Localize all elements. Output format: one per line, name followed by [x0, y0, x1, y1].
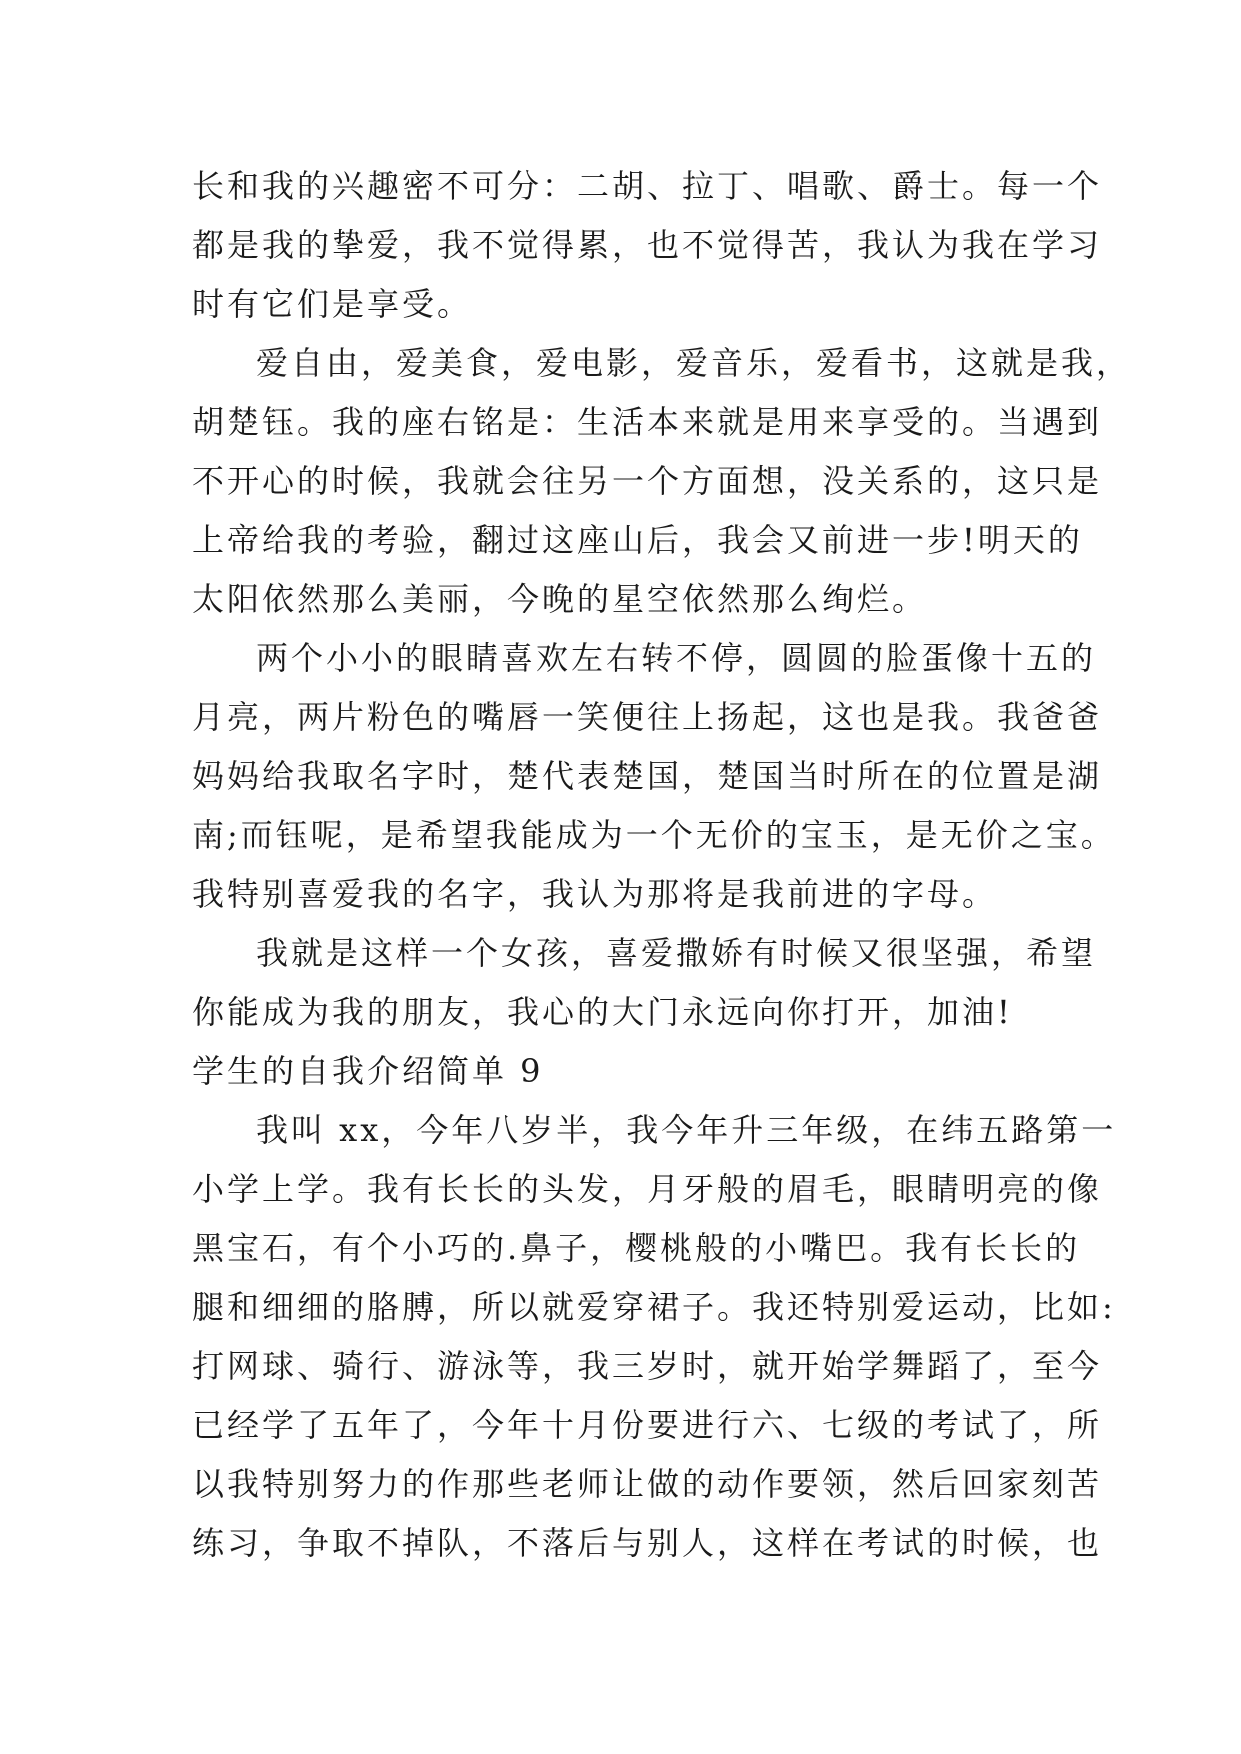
text-line: 爱自由，爱美食，爱电影，爱音乐，爱看书，这就是我， — [256, 344, 1132, 382]
text-line: 练习，争取不掉队，不落后与别人，这样在考试的时候，也 — [192, 1524, 1103, 1562]
text-line: 腿和细细的胳膊，所以就爱穿裙子。我还特别爱运动，比如: — [192, 1288, 1116, 1326]
paragraph — [192, 629, 1116, 924]
text-line: 我叫 xx，今年八岁半，我今年升三年级，在纬五路第一 — [256, 1111, 1117, 1149]
text-line: 上帝给我的考验，翻过这座山后，我会又前进一步!明天的 — [192, 521, 1083, 559]
text-line: 打网球、骑行、游泳等，我三岁时，就开始学舞蹈了，至今 — [192, 1347, 1103, 1385]
text-line: 长和我的兴趣密不可分：二胡、拉丁、唱歌、爵士。每一个 — [192, 167, 1103, 205]
paragraph — [192, 1101, 1117, 1573]
text-line: 都是我的挚爱，我不觉得累，也不觉得苦，我认为我在学习 — [192, 226, 1103, 264]
paragraph — [192, 334, 1132, 629]
paragraph — [192, 924, 1097, 1042]
text-line: 我特别喜爱我的名字，我认为那将是我前进的字母。 — [192, 875, 998, 913]
text-line: 时有它们是享受。 — [192, 285, 473, 323]
text-line: 黑宝石，有个小巧的.鼻子，樱桃般的小嘴巴。我有长长的 — [192, 1229, 1081, 1267]
text-line: 我就是这样一个女孩，喜爱撒娇有时候又很坚强，希望 — [256, 934, 1097, 972]
text-line: 小学上学。我有长长的头发，月牙般的眉毛，眼睛明亮的像 — [192, 1170, 1103, 1208]
text-line: 不开心的时候，我就会往另一个方面想，没关系的，这只是 — [192, 462, 1103, 500]
text-line: 妈妈给我取名字时，楚代表楚国，楚国当时所在的位置是湖 — [192, 757, 1103, 795]
text-line: 胡楚钰。我的座右铭是：生活本来就是用来享受的。当遇到 — [192, 403, 1103, 441]
text-line: 月亮，两片粉色的嘴唇一笑便往上扬起，这也是我。我爸爸 — [192, 698, 1103, 736]
text-line: 南;而钰呢，是希望我能成为一个无价的宝玉，是无价之宝。 — [192, 816, 1116, 854]
text-line: 已经学了五年了，今年十月份要进行六、七级的考试了，所 — [192, 1406, 1103, 1444]
text-line: 太阳依然那么美丽，今晚的星空依然那么绚烂。 — [192, 580, 928, 618]
paragraph — [192, 157, 1103, 334]
text-line: 两个小小的眼睛喜欢左右转不停，圆圆的脸蛋像十五的 — [256, 639, 1097, 677]
document-body — [192, 157, 1132, 1573]
text-line: 以我特别努力的作那些老师让做的动作要领，然后回家刻苦 — [192, 1465, 1103, 1503]
section-heading: 学生的自我介绍简单 9 — [192, 1052, 544, 1090]
text-line: 你能成为我的朋友，我心的大门永远向你打开，加油! — [192, 993, 1013, 1031]
